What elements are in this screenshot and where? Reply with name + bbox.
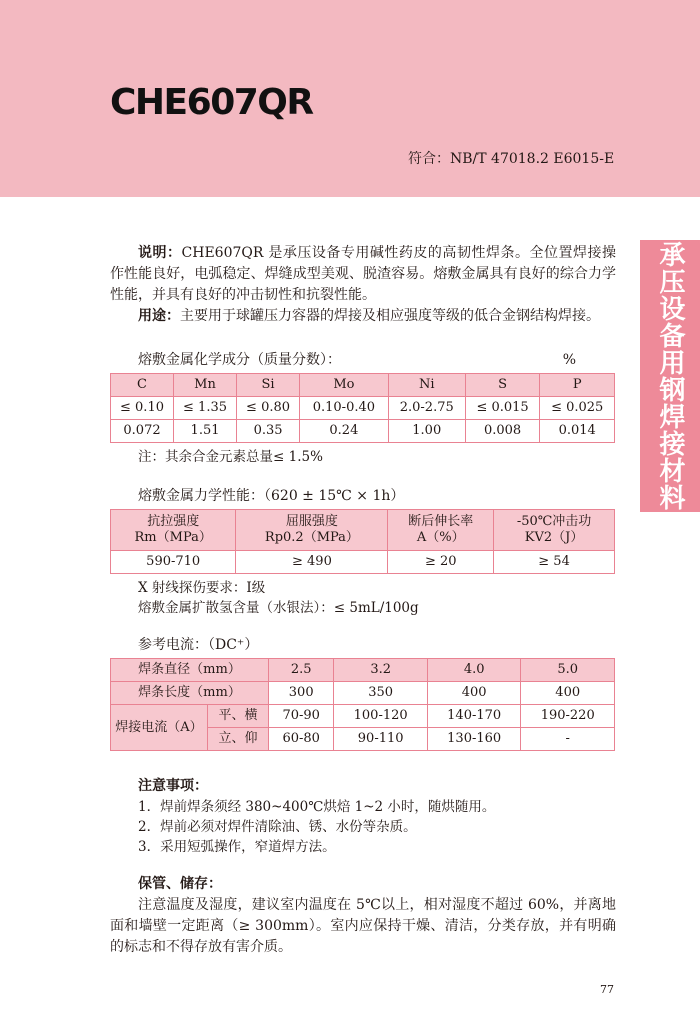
table-row (111, 551, 615, 574)
current-table (110, 658, 615, 751)
table-header-cell (494, 510, 615, 551)
table-cell: 0.24 (300, 420, 389, 443)
list-item: 2．焊前必须对焊件清除油、锈、水份等杂质。 (138, 819, 417, 835)
table-header-cell (388, 510, 494, 551)
table-row (111, 397, 615, 420)
standard-compliance: 符合：NB/T 47018.2 E6015-E (408, 151, 615, 167)
description-text: CHE607QR 是承压设备专用碱性药皮的高韧性焊条。全位置焊接操作性能良好，电弧稳定、焊缝成型美观、脱渣容易。熔敷金属具有良好的综合力学性能，并具有良好的冲击韧性和抗裂性能。 (110, 245, 616, 303)
table-cell: ≤ 0.015 (465, 397, 540, 420)
category-side-tab (640, 240, 700, 512)
table-cell: 2.5 (269, 659, 334, 682)
usage-label: 用途： (138, 308, 180, 324)
chem-note: 注：其余合金元素总量≤ 1.5% (138, 449, 323, 465)
xray-requirement: X 射线探伤要求：Ⅰ级 (138, 580, 266, 596)
mech-heading: 熔敷金属力学性能： (138, 488, 264, 504)
table-cell: - (521, 728, 615, 751)
usage-paragraph (110, 306, 616, 327)
list-item: 1．焊前焊条须经 380~400℃烘焙 1~2 小时，随烘随用。 (138, 799, 496, 815)
table-header-cell: Si (237, 374, 300, 397)
table-header-cell: C (111, 374, 174, 397)
header-line: Rp0.2（MPa） (264, 530, 359, 545)
table-header-cell (236, 510, 388, 551)
notes-section-heading (110, 775, 616, 795)
table-cell: ≤ 0.025 (540, 397, 615, 420)
table-cell: 300 (269, 682, 334, 705)
mech-heading-suffix: （620 ± 15℃ × 1h） (264, 488, 405, 504)
table-cell: 5.0 (521, 659, 615, 682)
current-heading: 参考电流： (138, 637, 208, 653)
table-header-row (111, 510, 615, 551)
row-label-cell: 焊接电流（A） (111, 705, 208, 751)
table-header-cell: S (465, 374, 540, 397)
table-cell: 0.014 (540, 420, 615, 443)
table-cell: ≤ 0.80 (237, 397, 300, 420)
table-cell: 60-80 (269, 728, 334, 751)
table-header-cell: P (540, 374, 615, 397)
table-cell: ≥ 490 (236, 551, 388, 574)
table-cell: 130-160 (427, 728, 521, 751)
storage-paragraph: 注意温度及湿度，建议室内温度在 5℃以上，相对湿度不超过 60%，并离地面和墙壁一定距离（≥ 300mm）。室内应保持干燥、清洁，分类存放，并有明确的标志和不得存放有害介质。 (110, 897, 616, 955)
notes-heading: 注意事项： (138, 778, 208, 794)
hydrogen-content: 熔敷金属扩散氢含量（水银法）：≤ 5mL/100g (138, 600, 419, 616)
header-line: 屈服强度 (285, 514, 338, 529)
table-cell: 190-220 (521, 705, 615, 728)
product-title: CHE607QR (110, 82, 313, 123)
table-cell: ≤ 0.10 (111, 397, 174, 420)
page-number: 77 (600, 983, 614, 996)
table-row (111, 682, 615, 705)
main-content (110, 243, 616, 958)
header-line: Rm（MPa） (134, 530, 212, 545)
table-header-cell: Mn (174, 374, 237, 397)
table-header-cell: Mo (300, 374, 389, 397)
table-row (111, 705, 615, 728)
table-cell: 0.10-0.40 (300, 397, 389, 420)
mech-table (110, 509, 615, 574)
table-header-cell (111, 510, 236, 551)
table-cell: 1.00 (388, 420, 465, 443)
table-cell: 0.008 (465, 420, 540, 443)
usage-text: 主要用于球罐压力容器的焊接及相应强度等级的低合金钢结构焊接。 (180, 308, 600, 324)
table-cell: 0.072 (111, 420, 174, 443)
table-cell: 70-90 (269, 705, 334, 728)
row-label-cell: 焊条长度（mm） (111, 682, 269, 705)
current-heading-suffix: （DC⁺） (208, 637, 259, 653)
table-cell: ≥ 20 (388, 551, 494, 574)
table-cell: 3.2 (334, 659, 428, 682)
table-cell: 90-110 (334, 728, 428, 751)
header-line: A（%） (416, 530, 465, 545)
header-band (0, 0, 700, 197)
header-line: 抗拉强度 (147, 514, 200, 529)
chem-table (110, 373, 615, 443)
header-line: -50℃冲击功 (516, 514, 592, 529)
table-cell: 590-710 (111, 551, 236, 574)
table-cell: 2.0-2.75 (388, 397, 465, 420)
chem-heading: 熔敷金属化学成分 (138, 352, 250, 368)
category-side-tab-label: 承压设备用钢焊接材料 (655, 241, 685, 511)
chem-unit: % (562, 352, 576, 368)
table-cell: 400 (427, 682, 521, 705)
table-cell: 140-170 (427, 705, 521, 728)
position-label-cell: 立、仰 (208, 728, 269, 751)
table-cell: 1.51 (174, 420, 237, 443)
table-cell: 100-120 (334, 705, 428, 728)
table-cell: ≥ 54 (494, 551, 615, 574)
description-label: 说明： (138, 245, 182, 261)
table-header-row (111, 374, 615, 397)
storage-heading: 保管、储存： (138, 876, 222, 892)
table-header-cell: Ni (388, 374, 465, 397)
position-label-cell: 平、横 (208, 705, 269, 728)
chem-heading-suffix: （质量分数）： (250, 352, 341, 368)
table-cell: 0.35 (237, 420, 300, 443)
table-cell: 4.0 (427, 659, 521, 682)
list-item: 3．采用短弧操作，窄道焊方法。 (138, 839, 336, 855)
notes-list (110, 797, 616, 857)
table-cell: 400 (521, 682, 615, 705)
row-label-cell: 焊条直径（mm） (111, 659, 269, 682)
table-row (111, 659, 615, 682)
header-line: 断后伸长率 (408, 514, 474, 529)
chem-section-heading (110, 349, 616, 369)
current-section-heading (110, 634, 616, 654)
description-paragraph (110, 243, 616, 306)
table-row (111, 420, 615, 443)
mech-section-heading (110, 485, 616, 505)
storage-section-heading (110, 873, 616, 893)
table-cell: 350 (334, 682, 428, 705)
table-cell: ≤ 1.35 (174, 397, 237, 420)
header-line: KV2（J） (524, 530, 584, 545)
